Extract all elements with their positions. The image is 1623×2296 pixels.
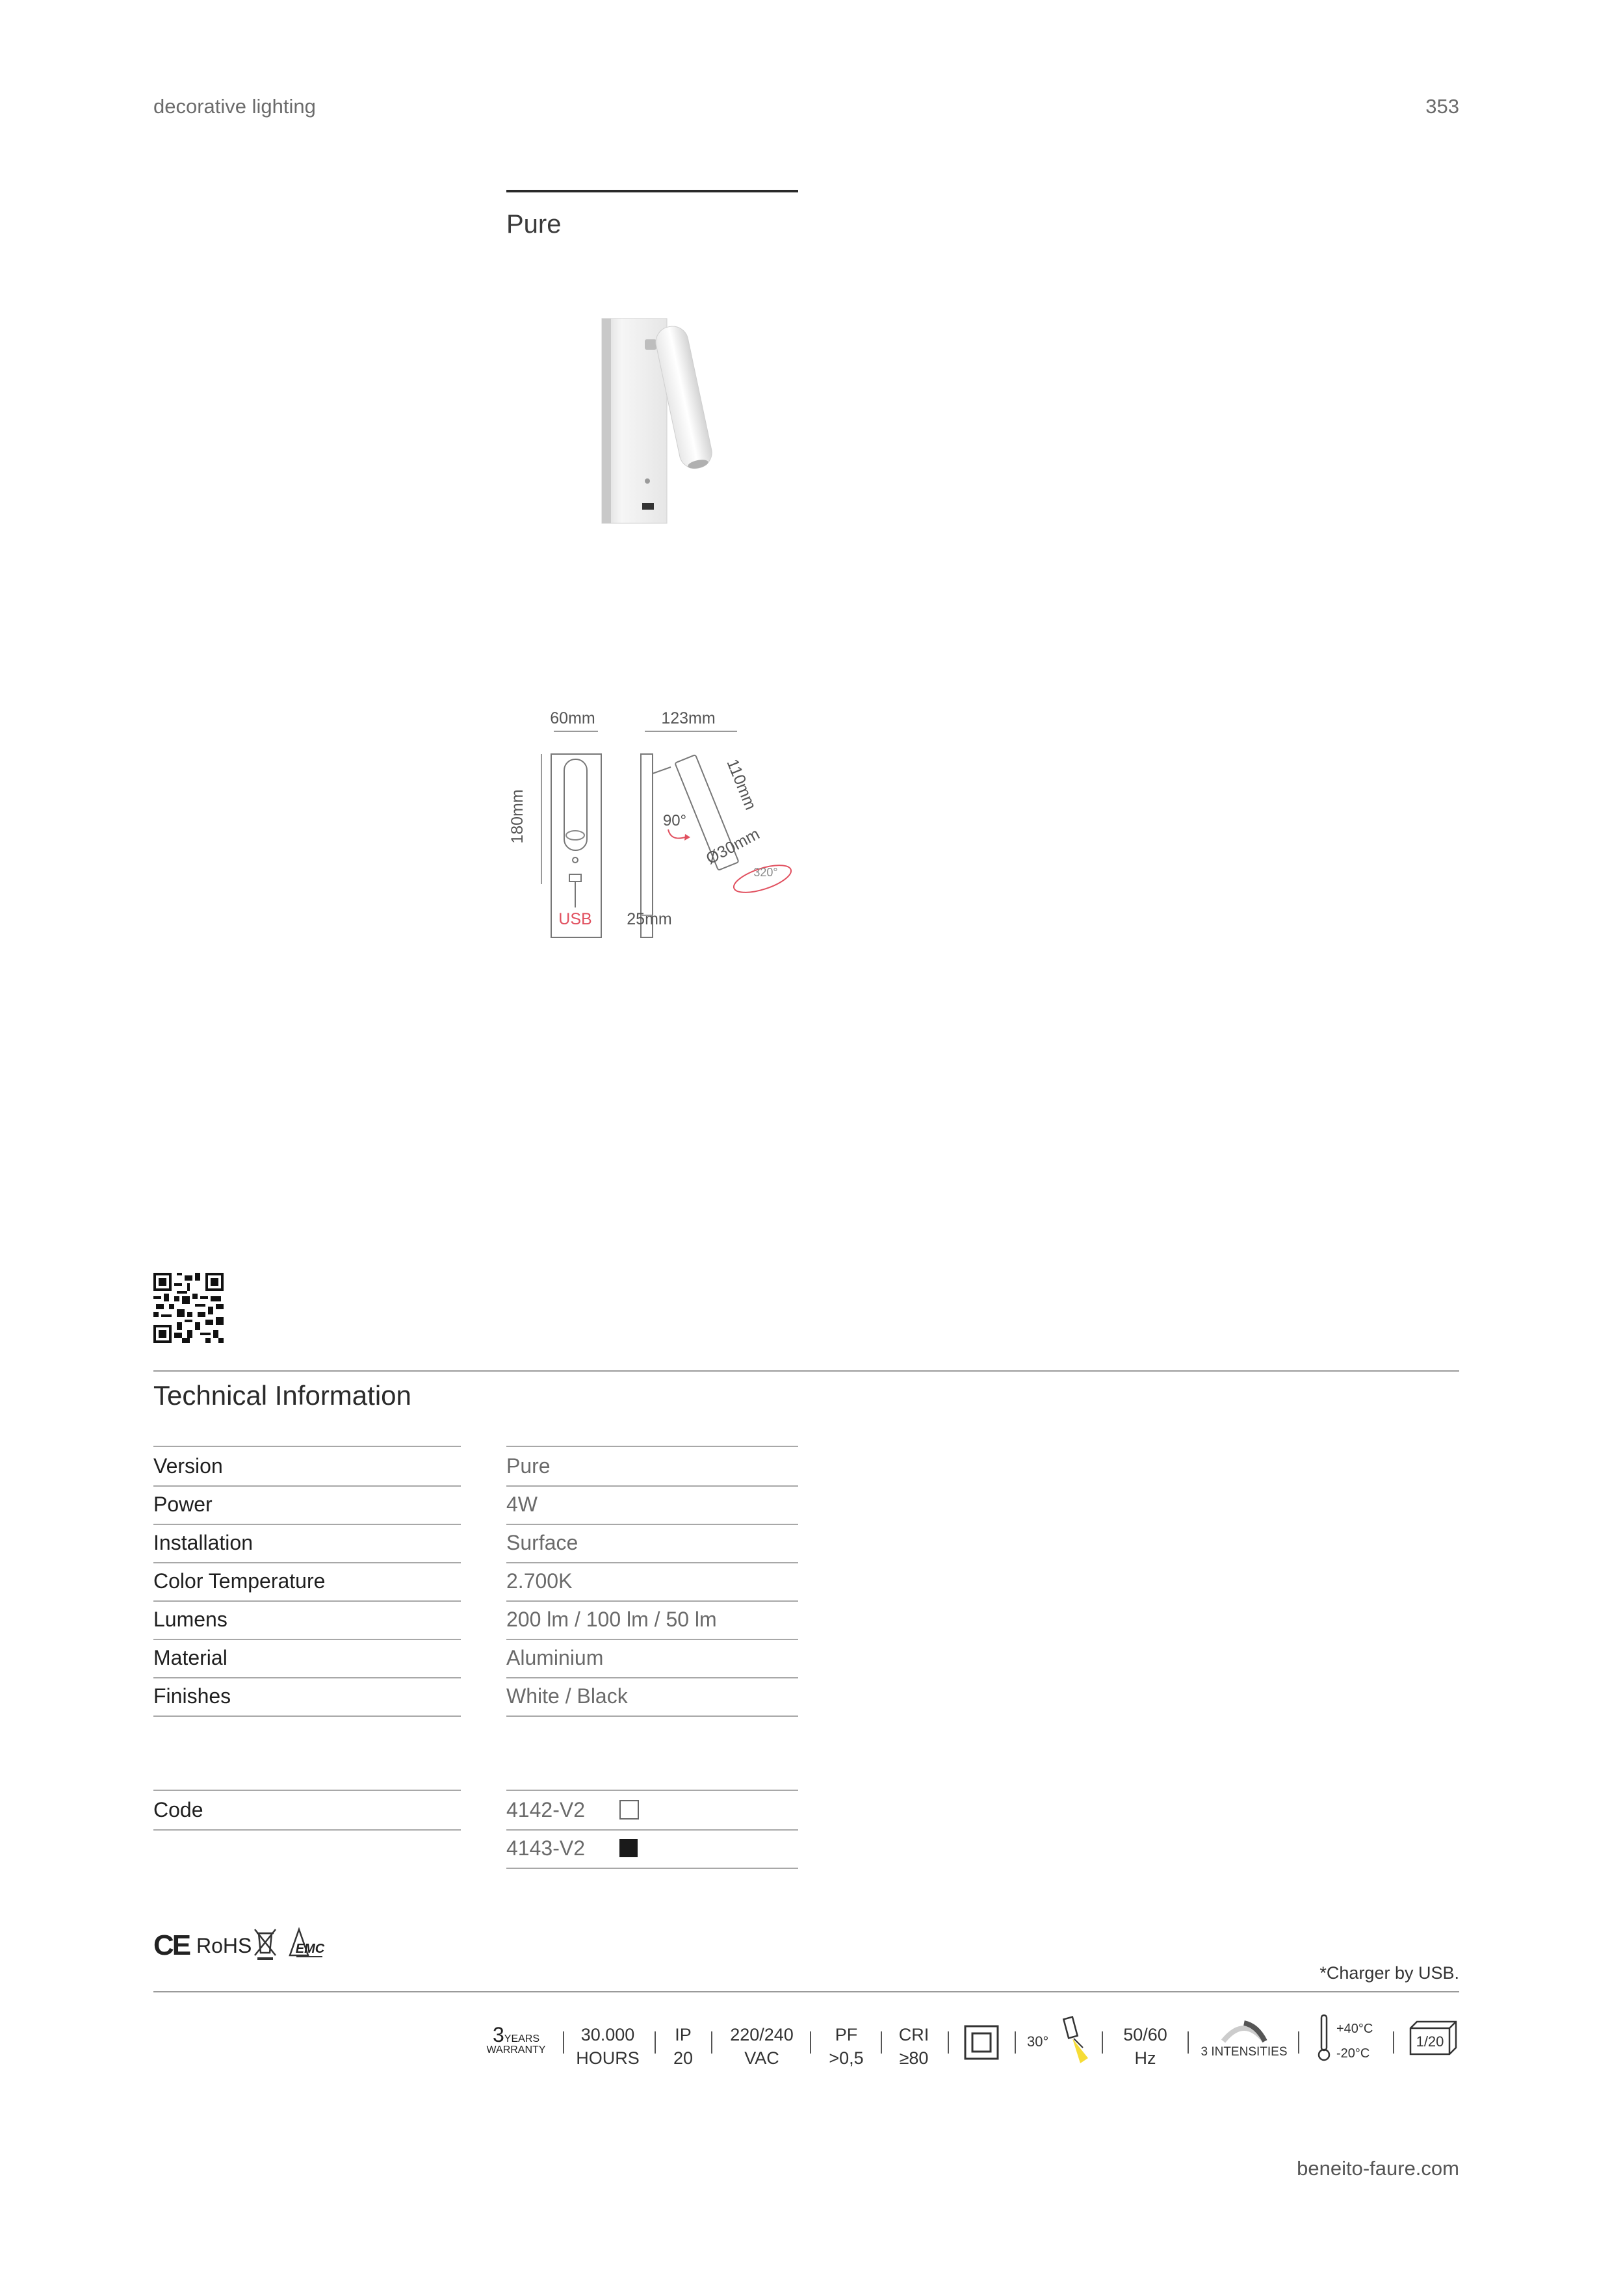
product-photo [585, 306, 754, 533]
voltage: 220/240 VAC [730, 2025, 794, 2068]
ip-rating: IP 20 [673, 2025, 694, 2068]
beam-angle-icon [1061, 2015, 1093, 2067]
swatch-white [619, 1800, 639, 1820]
separator [563, 2031, 564, 2054]
spec-label-installation: Installation [153, 1524, 461, 1563]
ce-mark: CE [153, 1929, 190, 1961]
spec-label-version: Version [153, 1447, 461, 1487]
dim-arm-length: 110mm [723, 756, 760, 813]
spec-label-power: Power [153, 1485, 461, 1525]
section-rule [153, 1370, 1459, 1372]
qr-code[interactable] [153, 1273, 224, 1343]
separator [881, 2031, 882, 2054]
packaging-box-icon [1408, 2019, 1459, 2057]
separator [1188, 2031, 1189, 2054]
technical-drawing [500, 702, 812, 943]
warranty-badge: 3YEARS WARRANTY [486, 2023, 546, 2055]
website-link[interactable]: beneito-faure.com [1297, 2157, 1459, 2180]
separator [655, 2031, 656, 2054]
separator [1393, 2031, 1394, 2054]
angle-horizontal: 320° [753, 866, 778, 879]
cri: CRI ≥80 [898, 2025, 929, 2068]
packaging-units: 1/20 [1416, 2033, 1444, 2050]
separator [948, 2031, 949, 2054]
separator [810, 2031, 811, 2054]
spec-value-color-temperature: 2.700K [506, 1562, 798, 1602]
spec-label-material: Material [153, 1639, 461, 1678]
power-factor: PF >0,5 [829, 2025, 864, 2068]
beam-angle: 30° [1027, 2033, 1049, 2050]
dim-diameter: Ø30mm [703, 824, 763, 868]
separator [711, 2031, 712, 2054]
separator [1015, 2031, 1016, 2054]
intensities: 3 INTENSITIES [1201, 2045, 1288, 2059]
spec-value-version: Pure [506, 1447, 798, 1487]
spec-value-installation: Surface [506, 1524, 798, 1563]
features-rule [153, 1991, 1459, 1992]
code-row-black [506, 1829, 798, 1869]
temperature-range: +40°C -20°C [1336, 2022, 1373, 2061]
svg-text:EMC: EMC [295, 1942, 325, 1956]
title-rule [506, 190, 798, 192]
page-number: 353 [1425, 95, 1459, 118]
charger-note: *Charger by USB. [1319, 1963, 1459, 1983]
dim-height: 180mm [508, 789, 526, 844]
code-black: 4143-V2 [506, 1836, 585, 1860]
tech-info-title: Technical Information [153, 1380, 411, 1411]
code-label: Code [153, 1791, 461, 1831]
class-ii-icon [963, 2024, 1000, 2061]
thermometer-icon [1316, 2014, 1332, 2062]
separator [1102, 2031, 1103, 2054]
spec-value-finishes: White / Black [506, 1677, 798, 1717]
spec-value-material: Aluminium [506, 1639, 798, 1678]
spec-label-finishes: Finishes [153, 1677, 461, 1717]
swatch-black [619, 1839, 638, 1857]
code-white: 4142-V2 [506, 1798, 585, 1821]
dim-width-front: 60mm [550, 709, 595, 727]
usb-label: USB [558, 910, 592, 928]
dimmer-icon [1219, 2018, 1269, 2044]
section-title: decorative lighting [153, 95, 316, 118]
frequency: 50/60 Hz [1123, 2025, 1167, 2068]
separator [1298, 2031, 1299, 2054]
emc-icon [287, 1927, 325, 1959]
lifetime-hours: 30.000 HOURS [576, 2025, 640, 2068]
weee-bin-icon [252, 1927, 278, 1961]
spec-label-lumens: Lumens [153, 1600, 461, 1640]
dim-width-side: 123mm [661, 709, 716, 727]
product-title: Pure [506, 210, 562, 239]
spec-value-lumens: 200 lm / 100 lm / 50 lm [506, 1600, 798, 1640]
angle-vertical: 90° [662, 812, 687, 829]
spec-label-color-temperature: Color Temperature [153, 1562, 461, 1602]
rohs-mark: RoHS [196, 1934, 252, 1957]
spec-value-power: 4W [506, 1485, 798, 1525]
dim-depth: 25mm [627, 910, 672, 928]
code-row-white [506, 1791, 798, 1831]
